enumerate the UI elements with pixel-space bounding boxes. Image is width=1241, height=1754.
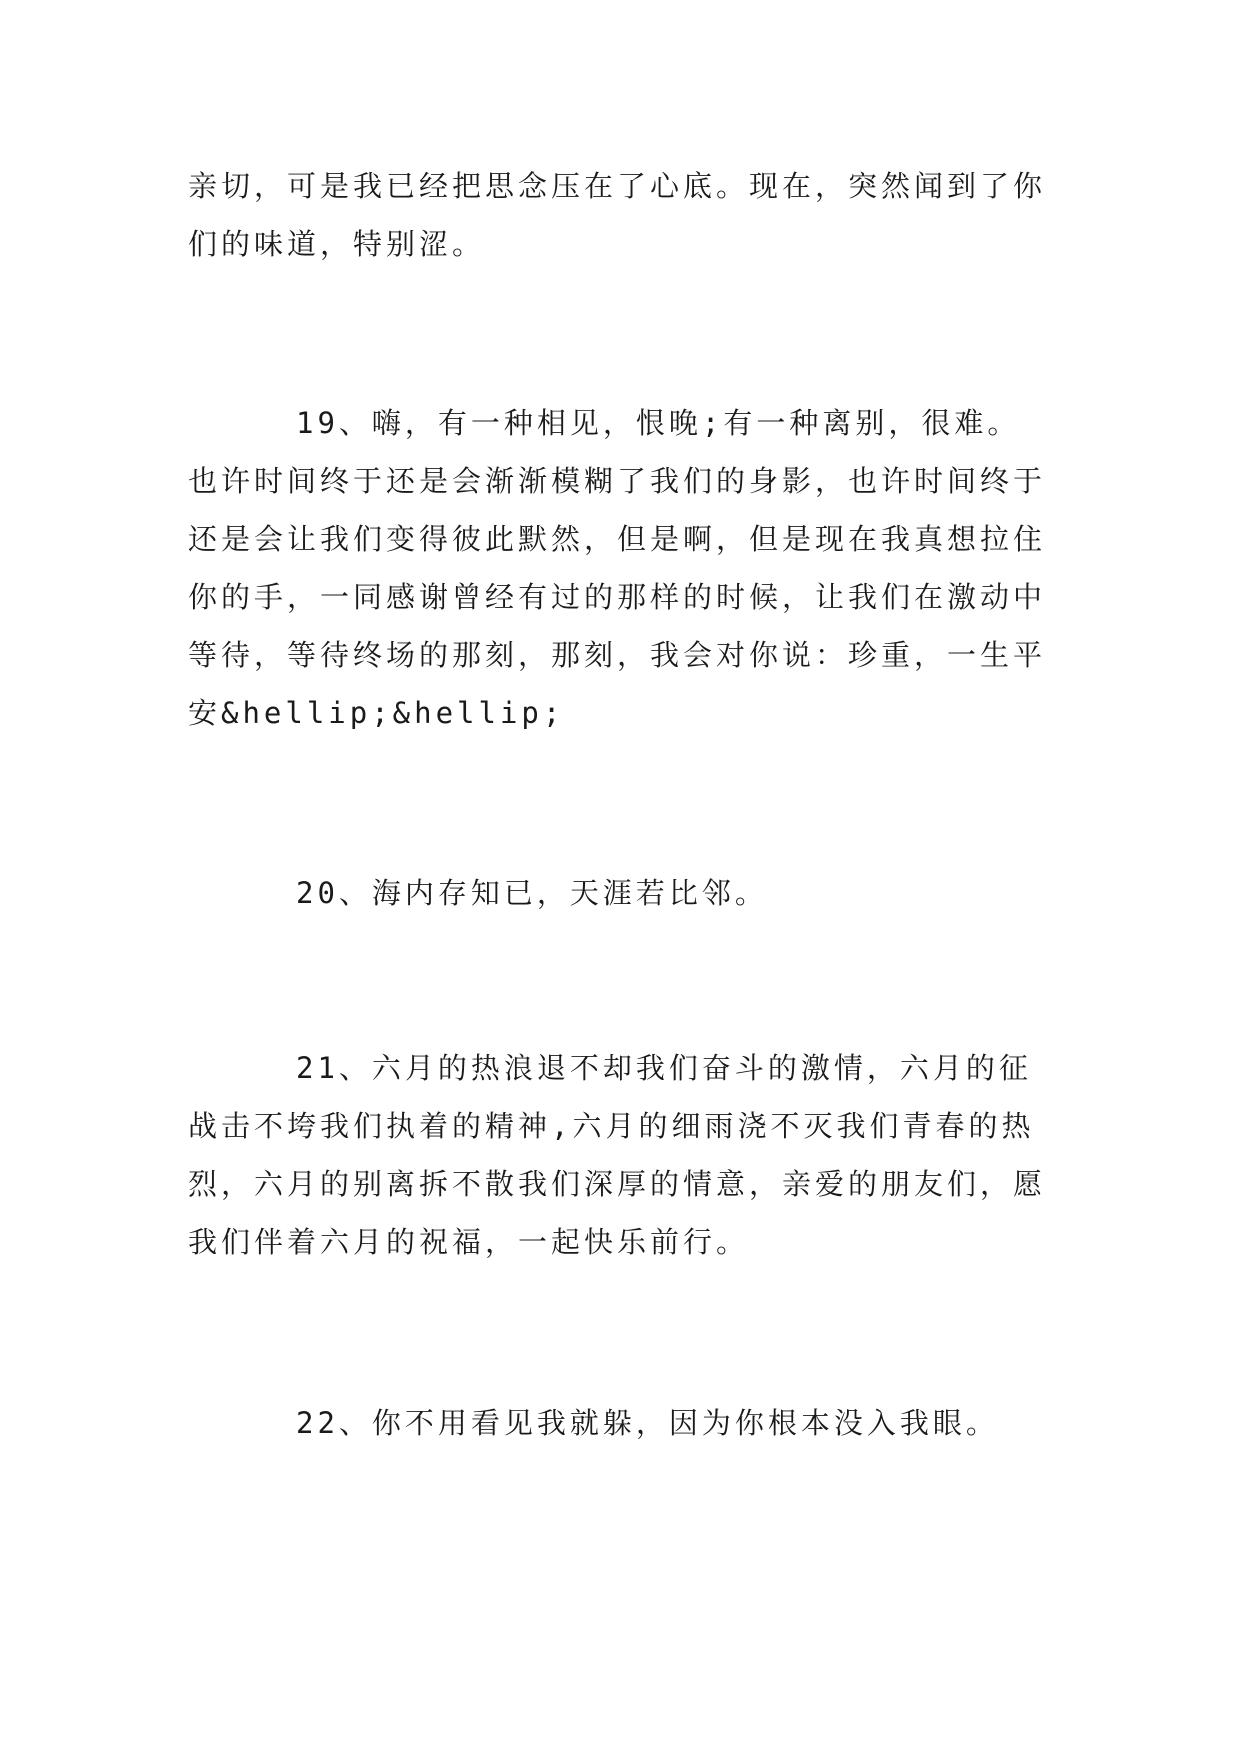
paragraph-18-continued: 亲切，可是我已经把思念压在了心底。现在，突然闻到了你们的味道，特别涩。 bbox=[188, 169, 1047, 261]
paragraph-19: 19、嗨，有一种相见，恨晚;有一种离别，很难。也许时间终于还是会渐渐模糊了我们的身影，也许时间终于还是会让我们变得彼此默然，但是啊，但是现在我真想拉住你的手，一同感谢曾经有过的那样的时候，让我们在激动中等待，等待终场的那刻，那刻，我会对你说：珍重，一生平安&hellip;&hellip; bbox=[188, 406, 1047, 730]
paragraph-20: 20、海内存知已，天涯若比邻。 bbox=[296, 876, 768, 910]
paragraph-21: 21、六月的热浪退不却我们奋斗的激情，六月的征战击不垮我们执着的精神,六月的细雨浇不灭我们青春的热烈，六月的别离拆不散我们深厚的情意，亲爱的朋友们，愿我们伴着六月的祝福，一起快乐前行。 bbox=[188, 1051, 1047, 1259]
paragraph-22: 22、你不用看见我就躲，因为你根本没入我眼。 bbox=[296, 1406, 999, 1440]
